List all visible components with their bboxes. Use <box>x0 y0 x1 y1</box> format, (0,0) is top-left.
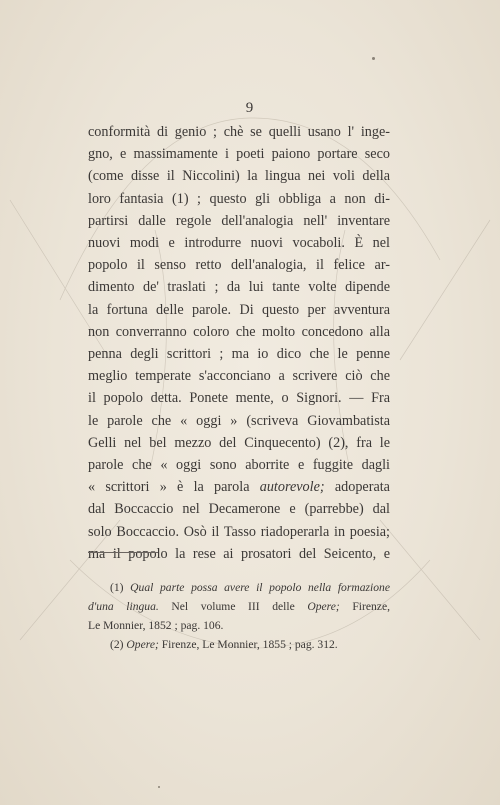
footnote-text: Nel volume III delle <box>158 600 308 613</box>
text-line-with-italic <box>88 476 390 498</box>
footnote-work: Opere; <box>307 600 340 613</box>
footnote-marker: (1) <box>110 581 131 594</box>
footnote-1-line-2 <box>88 597 390 616</box>
footnote-rule <box>88 552 158 553</box>
footnote-title: Qual parte possa avere il popolo nella formazione <box>130 581 390 594</box>
text-line: nuovi modi e introdurre nuovi vocaboli. È nel <box>88 235 390 252</box>
text-line: Gelli nel bel mezzo del Cinquecento) (2), fra le <box>88 434 390 451</box>
page-number: 9 <box>245 100 255 116</box>
text-line: dal Boccaccio nel Decamerone e (parrebbe) dal <box>88 501 390 518</box>
text-line: dimento de' traslati ; da lui tante volte dipende <box>88 279 390 296</box>
footnote-2 <box>88 635 390 654</box>
text-line: penna degli scrittori ; ma io dico che le penne <box>88 346 390 363</box>
italic-word: autorevole; <box>259 479 325 496</box>
text-segment: adoperata <box>324 479 390 496</box>
footnote-text: Firenze, Le Monnier, 1855 ; pag. 312. <box>158 638 338 651</box>
footnote-work: Opere; <box>126 638 159 651</box>
text-line: partirsi dalle regole dell'analogia nell' inventare <box>88 212 390 229</box>
text-line: le parole che « oggi » (scriveva Giovambatista <box>88 412 390 429</box>
text-line: conformità di genio ; chè se quelli usano l' inge- <box>88 124 390 140</box>
footnote-1-line-1 <box>88 578 390 597</box>
text-line: (come disse il Niccolini) la lingua nei voli della <box>88 168 390 185</box>
footnote-1-line-3: Le Monnier, 1852 ; pag. 106. <box>88 619 224 632</box>
text-segment: « scrittori » è la parola <box>88 479 260 496</box>
text-line: parole che « oggi sono aborrite e fuggite dagli <box>88 457 390 474</box>
text-line: loro fantasia (1) ; questo gli obbliga a non di- <box>88 190 390 207</box>
footnote-text: Firenze, <box>339 600 390 613</box>
speck-mark <box>158 786 160 788</box>
text-line: meglio temperate s'acconciano a scrivere ciò che <box>88 368 390 385</box>
text-line: gno, e massimamente i poeti paiono portare seco <box>88 146 390 163</box>
text-line: solo Boccaccio. Osò il Tasso riadoperarla in poesia; <box>88 523 390 540</box>
footnote-title-end: d'una lingua. <box>88 600 159 613</box>
text-line: la fortuna delle parole. Di questo per avventura <box>88 301 390 318</box>
body-text <box>88 121 390 565</box>
footnotes <box>88 578 390 654</box>
text-line: il popolo detta. Ponete mente, o Signori. — Fra <box>88 390 390 407</box>
footnote-marker: (2) <box>110 638 127 651</box>
text-line: non converranno coloro che molto concedono alla <box>88 323 390 340</box>
speck-mark <box>372 57 375 60</box>
text-line: ma il popolo la rese ai prosatori del Seicento, e <box>88 545 390 562</box>
text-line: popolo il senso retto dell'analogia, il felice ar- <box>88 257 390 274</box>
